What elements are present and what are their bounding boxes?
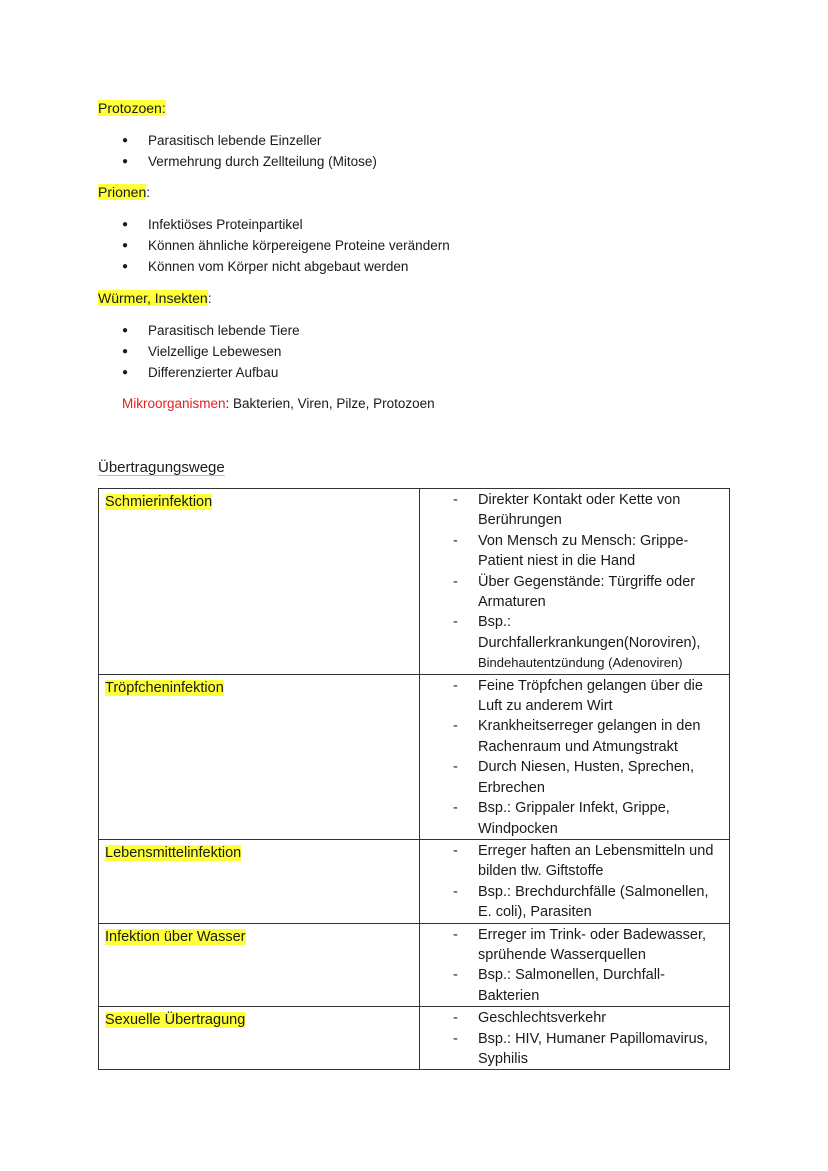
description-cell: [420, 674, 730, 839]
list-item: [420, 612, 725, 673]
category-label: Sexuelle Übertragung: [105, 1012, 246, 1029]
list-item: - Bsp.: Brechdurchfälle (Salmonellen, E. coli), Parasiten: [420, 882, 725, 923]
description-list: [420, 490, 725, 674]
heading-protozoen-colon: :: [161, 100, 166, 116]
list-item: - Erreger im Trink- oder Badewasser, sprühende Wasserquellen: [420, 925, 725, 966]
description-list: [420, 925, 725, 1007]
description-list: [420, 841, 725, 923]
example-text: Bsp.: Durchfallerkrankungen(Noroviren),: [478, 614, 701, 651]
heading-protozoen-text: Protozoen: [98, 100, 162, 116]
list-item: - Bsp.: HIV, Humaner Papillomavirus, Syphilis: [420, 1029, 725, 1070]
description-cell: [420, 1007, 730, 1070]
list-item: ● Infektiöses Proteinpartikel: [98, 214, 450, 235]
heading-wuermer-text: Würmer, Insekten: [98, 290, 208, 306]
category-label: Infektion über Wasser: [105, 928, 246, 945]
list-item: - Krankheitserreger gelangen in den Rachenraum und Atmungstrakt: [420, 716, 725, 757]
heading-prionen-text: Prionen: [98, 184, 147, 200]
description-cell: [420, 839, 730, 923]
description-list: [420, 676, 725, 839]
heading-prionen: [98, 183, 150, 201]
table-row: [99, 674, 730, 839]
heading-protozoen: [98, 99, 166, 117]
heading-prionen-colon: :: [146, 184, 151, 200]
list-item: ● Parasitisch lebende Tiere: [98, 320, 300, 341]
category-cell: [99, 839, 420, 923]
category-cell: [99, 674, 420, 839]
list-item: - Feine Tröpfchen gelangen über die Luft zu anderem Wirt: [420, 676, 725, 717]
list-item: - Von Mensch zu Mensch: Grippe-Patient niest in die Hand: [420, 531, 725, 572]
category-cell: [99, 923, 420, 1007]
category-label: Tröpfcheninfektion: [105, 679, 224, 696]
list-item: ● Parasitisch lebende Einzeller: [98, 130, 377, 151]
example-text-continued: Bindehautentzündung (Adenoviren): [478, 655, 683, 671]
list-item: ● Können vom Körper nicht abgebaut werden: [98, 256, 450, 277]
list-prionen: [98, 214, 450, 277]
list-item: ● Differenzierter Aufbau: [98, 362, 300, 383]
list-item: - Geschlechtsverkehr: [420, 1008, 725, 1028]
table-row: [99, 489, 730, 675]
list-protozoen: [98, 130, 377, 172]
mikroorganismen-line: [122, 395, 435, 413]
list-item: ● Können ähnliche körpereigene Proteine verändern: [98, 235, 450, 256]
uebertragungswege-table: [98, 488, 730, 1070]
description-cell: [420, 489, 730, 675]
list-item: ● Vermehrung durch Zellteilung (Mitose): [98, 151, 377, 172]
mikroorganismen-label: Mikroorganismen: [122, 396, 226, 411]
table-row: [99, 839, 730, 923]
list-item: - Durch Niesen, Husten, Sprechen, Erbrechen: [420, 757, 725, 798]
list-item: - Über Gegenstände: Türgriffe oder Armaturen: [420, 572, 725, 613]
uebertragungswege-title: Übertragungswege: [98, 459, 225, 476]
list-item: ● Vielzellige Lebewesen: [98, 341, 300, 362]
category-cell: [99, 1007, 420, 1070]
description-cell: [420, 923, 730, 1007]
table-row: [99, 1007, 730, 1070]
list-item: - Bsp.: Salmonellen, Durchfall-Bakterien: [420, 965, 725, 1006]
category-label: Schmierinfektion: [105, 494, 213, 510]
description-list: [420, 1008, 725, 1069]
list-wuermer: [98, 320, 300, 383]
list-item: - Bsp.: Grippaler Infekt, Grippe, Windpocken: [420, 798, 725, 839]
mikroorganismen-text: : Bakterien, Viren, Pilze, Protozoen: [225, 396, 435, 411]
category-label: Lebensmittelinfektion: [105, 844, 242, 861]
heading-wuermer: [98, 289, 212, 307]
category-cell: [99, 489, 420, 675]
heading-wuermer-colon: :: [207, 290, 212, 306]
list-item: - Direkter Kontakt oder Kette von Berührungen: [420, 490, 725, 531]
table-row: [99, 923, 730, 1007]
list-item: - Erreger haften an Lebensmitteln und bilden tlw. Giftstoffe: [420, 841, 725, 882]
